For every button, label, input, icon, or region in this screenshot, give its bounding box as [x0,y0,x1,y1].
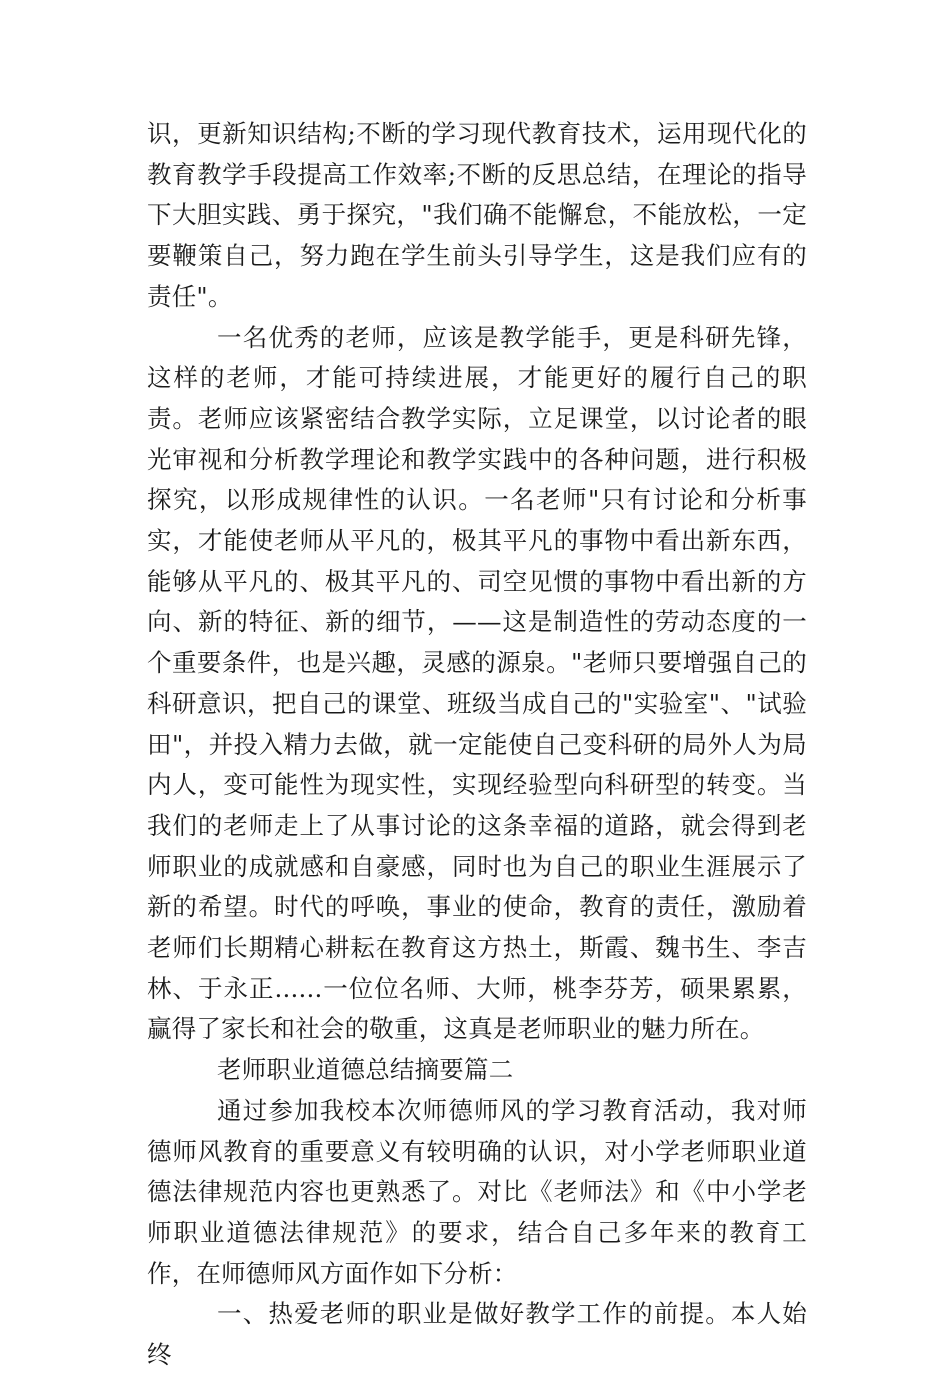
paragraph-continuation: 识，更新知识结构;不断的学习现代教育技术，运用现代化的教育教学手段提高工作效率;不断的反思总结，在理论的指导下大胆实践、勇于探究，"我们确不能懈怠，不能放松，一定要鞭策自己，努力跑在学生前头引导学生，这是我们应有的责任"。 [147,119,807,311]
document-body [147,114,807,1376]
paragraph-outstanding-teacher: 一名优秀的老师，应该是教学能手，更是科研先锋，这样的老师，才能可持续进展，才能更好的履行自己的职责。老师应该紧密结合教学实际，立足课堂，以讨论者的眼光审视和分析教学理论和教学实践中的各种问题，进行积极探究，以形成规律性的认识。一名老师"只有讨论和分析事实，才能使老师从平凡的，极其平凡的事物中看出新东西，能够从平凡的、极其平凡的、司空见惯的事物中看出新的方向、新的特征、新的细节，——这是制造性的劳动态度的一个重要条件，也是兴趣，灵感的源泉。"老师只要增强自己的科研意识，把自己的课堂、班级当成自己的"实验室"、"试验田"，并投入精力去做，就一定能使自己变科研的局外人为局内人，变可能性为现实性，实现经验型向科研型的转变。当我们的老师走上了从事讨论的这条幸福的道路，就会得到老师职业的成就感和自豪感，同时也为自己的职业生涯展示了新的希望。时代的呼唤，事业的使命，教育的责任，激励着老师们长期精心耕耘在教育这方热土，斯霞、魏书生、李吉林、于永正......一位位名师、大师，桃李芬芳，硕果累累，赢得了家长和社会的敬重，这真是老师职业的魅力所在。 [147,322,807,1044]
section-heading: 老师职业道德总结摘要篇二 [217,1055,514,1085]
paragraph-study-activity: 通过参加我校本次师德师风的学习教育活动，我对师德师风教育的重要意义有较明确的认识，对小学老师职业道德法律规范内容也更熟悉了。对比《老师法》和《中小学老师职业道德法律规范》的要求，结合自己多年来的教育工作，在师德师风方面作如下分析： [147,1095,807,1288]
paragraph-point-one: 一、热爱老师的职业是做好教学工作的前提。本人始终 [147,1299,807,1370]
